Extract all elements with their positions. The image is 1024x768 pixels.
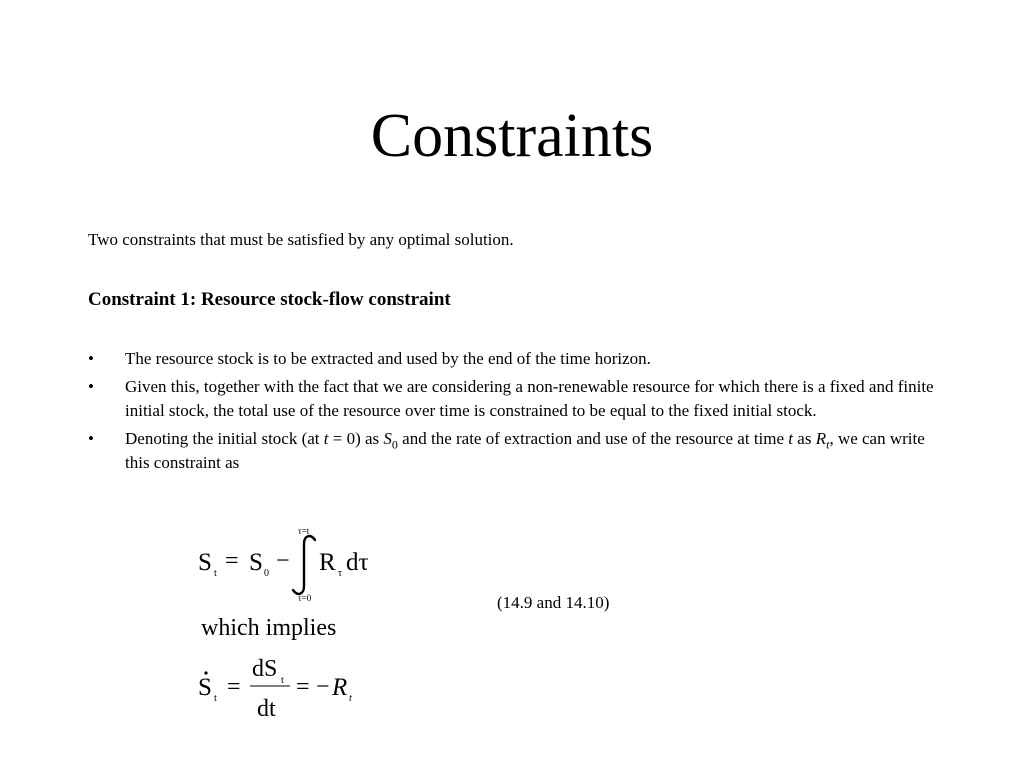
fraction-denominator: dt	[257, 696, 276, 722]
eq-symbol-s0: S	[249, 549, 263, 576]
integral-lower-limit: τ=0	[298, 593, 312, 603]
eq-minus: −	[276, 548, 290, 574]
text-run: Denoting the initial stock (at	[125, 429, 324, 448]
eq-subscript: τ	[338, 568, 343, 579]
integral-upper-limit: τ=t	[298, 526, 310, 536]
eq-minus: −	[316, 674, 330, 700]
bullet-marker: •	[88, 349, 94, 368]
eq-symbol-r: R	[332, 674, 348, 701]
eq-subscript: t	[214, 693, 217, 704]
bullet-item	[88, 375, 948, 423]
bullet-marker: •	[88, 377, 94, 396]
subscript: t	[826, 437, 830, 452]
eq-subscript: t	[281, 675, 284, 686]
eq-equals: =	[296, 674, 310, 700]
text-run: as	[793, 429, 816, 448]
bullet-item	[88, 427, 948, 475]
slide-title: Constraints	[370, 102, 654, 170]
eq-symbol-s: S	[198, 549, 212, 576]
eq-equals: =	[225, 548, 239, 574]
equation-label: (14.9 and 14.10)	[497, 593, 610, 612]
intro-text: Two constraints that must be satisfied by any optimal solution.	[88, 230, 514, 249]
var-r: R	[815, 429, 827, 448]
derivative-equation	[198, 652, 378, 724]
text-run: and the rate of extraction and use of the resource at time	[397, 429, 789, 448]
bullet-marker: •	[88, 429, 94, 448]
implies-text: which implies	[201, 615, 337, 641]
bullet-item	[88, 347, 948, 371]
constraint-heading: Constraint 1: Resource stock-flow constraint	[88, 289, 451, 310]
subscript: 0	[391, 437, 398, 452]
bullet-text	[125, 429, 925, 472]
fraction-numerator: dS	[252, 656, 278, 682]
text-run: = 0) as	[328, 429, 384, 448]
var-t: t	[323, 429, 329, 448]
eq-symbol-s: S	[198, 674, 212, 701]
bullet-text: The resource stock is to be extracted and used by the end of the time horizon.	[125, 349, 651, 368]
eq-symbol-r: R	[319, 549, 336, 576]
var-s: S	[383, 429, 392, 448]
eq-subscript: t	[214, 568, 217, 579]
eq-equals: =	[227, 674, 241, 700]
eq-subscript: t	[349, 693, 352, 704]
integral-sign	[293, 536, 315, 594]
eq-subscript: 0	[264, 568, 269, 579]
bullet-text: Given this, together with the fact that we are considering a non-renewable resource for which there is a fixed and finite initial stock, the total use of the resource over time is constrained to be equal to the fixed initial stock.	[125, 377, 934, 420]
stock-flow-equation	[198, 522, 398, 610]
var-t: t	[788, 429, 794, 448]
eq-dtau: dτ	[346, 549, 369, 576]
text-run: , we can write this constraint as	[125, 429, 925, 472]
bullet-list	[88, 347, 948, 479]
